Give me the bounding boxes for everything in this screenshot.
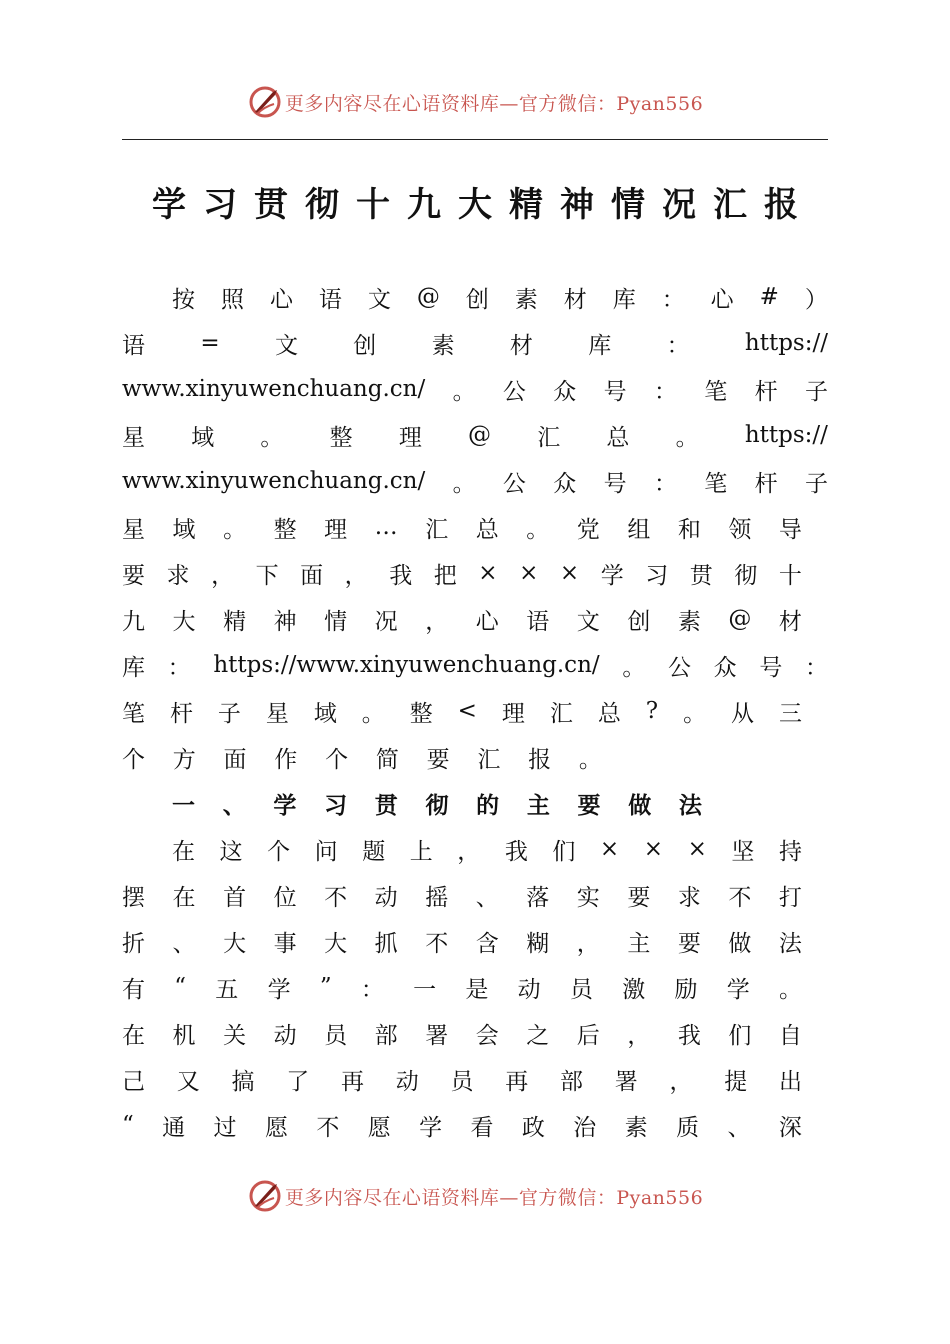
text-token: ? [645, 698, 659, 724]
text-token: https://www.xinyuwenchuang.cn/ [213, 652, 600, 678]
text-token: 神 [273, 608, 297, 635]
text-token: 部 [560, 1068, 583, 1095]
text-token: “ [174, 974, 187, 1000]
text-token: 学 [600, 562, 624, 589]
text-token: 汇 [537, 424, 561, 451]
text-token: 我 [389, 562, 413, 589]
text-token: 心 [475, 608, 499, 635]
text-token: × [599, 836, 620, 862]
text-token: 子 [804, 470, 828, 497]
text-token: 要 [577, 791, 601, 819]
text-token: 号 [759, 654, 783, 681]
text-token: 习 [203, 184, 237, 225]
text-token: 再 [341, 1068, 364, 1095]
text-token: 域 [172, 516, 196, 543]
text-token: ， [425, 608, 449, 635]
text-line [122, 970, 802, 1004]
text-token: < [457, 698, 477, 724]
text-token: 不 [425, 930, 449, 957]
text-token: 不 [324, 884, 348, 911]
text-token: 众 [713, 654, 737, 681]
text-token: 己 [122, 1068, 145, 1095]
text-token: 员 [450, 1068, 474, 1095]
text-token: 们 [728, 1022, 752, 1049]
text-token: @ [468, 422, 492, 448]
text-line [122, 924, 802, 958]
text-token: 况 [662, 184, 696, 225]
text-line [122, 464, 828, 498]
text-token: 公 [667, 654, 691, 681]
text-token: 况 [374, 608, 398, 635]
text-token: 创 [465, 286, 489, 313]
text-token: 九 [122, 608, 145, 635]
text-token: 笔 [704, 378, 728, 405]
text-token: 彻 [425, 791, 449, 819]
text-token: “ [122, 1112, 134, 1138]
text-token: 整 [409, 700, 433, 727]
text-token: 。 [452, 378, 476, 405]
text-token: 素 [514, 286, 538, 313]
text-token: 库 [122, 654, 145, 681]
text-line [122, 740, 602, 774]
text-token: 一 [413, 976, 437, 1003]
text-token: 要 [627, 884, 651, 911]
text-token: 理 [501, 700, 525, 727]
text-token: 关 [223, 1022, 247, 1049]
text-token: 报 [764, 184, 798, 225]
text-token: 按 [172, 286, 195, 313]
text-token: 语 [526, 608, 550, 635]
text-token: 杆 [754, 470, 778, 497]
text-token: 习 [324, 791, 348, 819]
text-token: 求 [677, 884, 701, 911]
text-token: 的 [476, 791, 500, 819]
text-token: 持 [778, 838, 802, 865]
text-token: 落 [526, 884, 550, 911]
text-token: 自 [778, 1022, 802, 1049]
text-token: 笔 [122, 700, 145, 727]
text-token: 神 [560, 184, 594, 225]
text-token: 们 [552, 838, 576, 865]
text-token: 理 [324, 516, 348, 543]
text-token: 首 [223, 884, 247, 911]
text-token: 要 [426, 746, 450, 773]
text-token: 总 [597, 700, 621, 727]
text-token: 情 [324, 608, 348, 635]
text-token: 过 [213, 1114, 237, 1141]
text-token: 。 [683, 700, 707, 727]
text-line [122, 372, 828, 406]
text-token: 、 [475, 884, 499, 911]
text-token: 方 [172, 746, 196, 773]
text-token: 上 [409, 838, 433, 865]
text-token: 大 [172, 608, 196, 635]
text-token: ” [319, 974, 332, 1000]
text-token: 不 [728, 884, 752, 911]
text-token: 不 [316, 1114, 340, 1141]
text-token: 作 [274, 746, 298, 773]
text-token: 大 [324, 930, 348, 957]
text-token: 众 [553, 378, 577, 405]
text-token: 组 [627, 516, 651, 543]
text-token: 再 [505, 1068, 529, 1095]
text-token: 精 [223, 608, 247, 635]
text-token: ， [669, 1068, 693, 1095]
text-token: 号 [603, 378, 627, 405]
text-token: 署 [614, 1068, 638, 1095]
text-token: 理 [398, 424, 422, 451]
text-token: 精 [509, 184, 543, 225]
text-token: 领 [728, 516, 752, 543]
text-token: 杆 [754, 378, 778, 405]
text-token: 机 [172, 1022, 196, 1049]
text-token: 题 [362, 838, 386, 865]
text-token: 做 [728, 930, 752, 957]
text-token: 简 [375, 746, 399, 773]
text-token: 党 [576, 516, 600, 543]
text-token: 有 [122, 976, 145, 1003]
text-token: 一 [172, 791, 195, 819]
section-heading [172, 786, 702, 820]
text-token: 。 [675, 424, 699, 451]
text-token: @ [728, 606, 752, 632]
text-token: 、 [727, 1114, 751, 1141]
text-token: 素 [431, 332, 455, 359]
text-token: 汇 [477, 746, 501, 773]
text-line [122, 326, 828, 360]
text-token: 子 [804, 378, 828, 405]
text-token: 九 [407, 184, 441, 225]
text-token: 部 [374, 1022, 398, 1049]
text-token: 了 [286, 1068, 310, 1095]
text-token: 提 [724, 1068, 748, 1095]
text-token: 学 [267, 976, 291, 1003]
text-token: 星 [265, 700, 289, 727]
text-token: 材 [778, 608, 802, 635]
text-token: 公 [502, 378, 526, 405]
text-token: 在 [172, 838, 195, 865]
text-token: 杆 [169, 700, 193, 727]
text-token: 域 [191, 424, 215, 451]
text-token: 汇 [425, 516, 449, 543]
footer-banner [0, 1176, 950, 1216]
text-token: ， [344, 562, 368, 589]
text-token: 域 [313, 700, 337, 727]
text-token: 星 [122, 516, 145, 543]
text-token: 学 [419, 1114, 443, 1141]
text-token: 打 [778, 884, 802, 911]
text-line [122, 510, 802, 544]
text-token: 、 [172, 930, 196, 957]
text-token: 事 [273, 930, 297, 957]
text-token: 大 [458, 184, 492, 225]
text-token: 报 [528, 746, 552, 773]
text-token: 号 [603, 470, 627, 497]
text-token: 主 [627, 930, 651, 957]
text-token: 在 [172, 884, 196, 911]
text-token: 位 [273, 884, 297, 911]
text-token: 导 [778, 516, 802, 543]
text-token: 摆 [122, 884, 145, 911]
text-token: 治 [573, 1114, 597, 1141]
text-token: 十 [778, 562, 802, 589]
text-token: × [559, 560, 580, 586]
text-token: 笔 [704, 470, 728, 497]
text-token: 又 [176, 1068, 200, 1095]
text-token: 、 [222, 791, 246, 819]
text-token: 把 [433, 562, 457, 589]
text-token: 贯 [374, 791, 398, 819]
text-token: 动 [395, 1068, 419, 1095]
text-token: 个 [325, 746, 349, 773]
text-token: 公 [502, 470, 526, 497]
text-token: 素 [624, 1114, 648, 1141]
text-token: 汇 [713, 184, 747, 225]
text-token: @ [416, 284, 440, 310]
text-token: 。 [452, 470, 476, 497]
text-token: 之 [526, 1022, 550, 1049]
text-token: × [687, 836, 707, 862]
text-token: 问 [314, 838, 338, 865]
text-token: 励 [674, 976, 698, 1003]
text-token: 众 [553, 470, 577, 497]
text-token: 这 [219, 838, 243, 865]
text-line [122, 1108, 802, 1142]
text-token: 材 [563, 286, 587, 313]
text-token: 库 [612, 286, 636, 313]
text-token: 主 [526, 791, 550, 819]
text-token: ， [211, 562, 235, 589]
text-token: 法 [778, 930, 802, 957]
text-token: ： [360, 976, 384, 1003]
text-token: 彻 [305, 184, 339, 225]
text-token: 贯 [689, 562, 713, 589]
text-token: 我 [504, 838, 528, 865]
text-token: 子 [217, 700, 241, 727]
text-token: 个 [267, 838, 291, 865]
text-token: 大 [223, 930, 247, 957]
text-token: 出 [779, 1068, 802, 1095]
text-token: 语 [122, 332, 145, 359]
text-token: 情 [611, 184, 645, 225]
text-token: 十 [356, 184, 390, 225]
text-token: 糊 [526, 930, 550, 957]
text-token: = [200, 330, 220, 356]
banner-text: 更多内容尽在心语资料库—官方微信：Pyan556 [284, 1186, 704, 1209]
text-token: 要 [677, 930, 701, 957]
text-token: 愿 [264, 1114, 288, 1141]
text-token: 搞 [231, 1068, 255, 1095]
text-token: 。 [622, 654, 646, 681]
text-token: ） [804, 286, 828, 313]
header-banner [0, 82, 950, 122]
text-token: 学 [726, 976, 750, 1003]
text-token: 会 [475, 1022, 499, 1049]
text-token: 员 [324, 1022, 348, 1049]
text-token: 星 [122, 424, 145, 451]
text-token: 。 [578, 746, 602, 773]
text-token: × [519, 560, 539, 586]
text-token: 彻 [734, 562, 758, 589]
text-token: 总 [606, 424, 630, 451]
text-token: 心 [269, 286, 293, 313]
text-token: ： [805, 654, 828, 681]
text-token: ： [653, 470, 677, 497]
text-token: 我 [677, 1022, 701, 1049]
text-token: 。 [361, 700, 385, 727]
text-token: www.xinyuwenchuang.cn/ [122, 468, 426, 494]
text-token: 贯 [254, 184, 288, 225]
text-token: 折 [122, 930, 145, 957]
text-token: … [374, 514, 398, 540]
text-token: 是 [465, 976, 489, 1003]
text-token: 和 [677, 516, 701, 543]
text-token: 动 [517, 976, 541, 1003]
text-token: ， [457, 838, 481, 865]
text-token: 要 [122, 562, 145, 589]
text-token: ： [661, 286, 685, 313]
text-line [122, 418, 828, 452]
text-token: 含 [475, 930, 499, 957]
text-token: 质 [676, 1114, 700, 1141]
text-token: 从 [731, 700, 755, 727]
text-token: 照 [220, 286, 244, 313]
text-line [122, 1016, 802, 1050]
text-token: 学 [273, 791, 297, 819]
text-token: 动 [374, 884, 398, 911]
text-token: https:// [744, 330, 828, 356]
text-token: 总 [475, 516, 499, 543]
text-token: 。 [526, 516, 550, 543]
text-token: 整 [329, 424, 353, 451]
banner-text: 更多内容尽在心语资料库—官方微信：Pyan556 [284, 92, 704, 115]
text-line [172, 832, 802, 866]
text-token: ， [627, 1022, 651, 1049]
text-line [122, 694, 802, 728]
page-title [122, 176, 828, 226]
text-token: 创 [627, 608, 651, 635]
text-token: 。 [260, 424, 284, 451]
text-token: ： [666, 332, 690, 359]
text-token: ， [576, 930, 600, 957]
quill-logo-icon [247, 84, 283, 120]
quill-logo-icon [247, 1178, 283, 1214]
text-token: https:// [744, 422, 828, 448]
text-token: 法 [678, 791, 702, 819]
text-token: 文 [367, 286, 391, 313]
text-token: 激 [622, 976, 646, 1003]
text-token: 员 [569, 976, 593, 1003]
text-token: 五 [215, 976, 239, 1003]
text-token: 库 [588, 332, 612, 359]
text-token: 做 [628, 791, 652, 819]
text-token: 通 [162, 1114, 186, 1141]
text-token: 后 [576, 1022, 600, 1049]
text-token: 摇 [425, 884, 449, 911]
text-token: 习 [645, 562, 669, 589]
text-token: 署 [425, 1022, 449, 1049]
text-token: × [478, 560, 498, 586]
text-token: www.xinyuwenchuang.cn/ [122, 376, 426, 402]
text-token: 面 [223, 746, 247, 773]
text-token: 素 [677, 608, 701, 635]
text-token: 看 [470, 1114, 494, 1141]
text-token: # [759, 284, 779, 310]
text-token: 坚 [731, 838, 755, 865]
header-divider [122, 139, 828, 140]
text-token: 语 [318, 286, 342, 313]
text-token: 动 [273, 1022, 297, 1049]
text-line [122, 556, 802, 590]
text-line [122, 878, 802, 912]
text-token: × [643, 836, 664, 862]
text-token: 求 [166, 562, 190, 589]
text-token: 三 [778, 700, 802, 727]
text-token: 个 [122, 746, 145, 773]
text-token: 创 [353, 332, 377, 359]
text-token: 深 [778, 1114, 802, 1141]
text-token: 文 [274, 332, 298, 359]
text-token: 愿 [367, 1114, 391, 1141]
text-token: 下 [255, 562, 279, 589]
text-token: ： [167, 654, 191, 681]
text-token: ： [653, 378, 677, 405]
text-token: 。 [223, 516, 247, 543]
text-line [122, 1062, 802, 1096]
text-token: 政 [521, 1114, 545, 1141]
text-token: 文 [576, 608, 600, 635]
text-token: 面 [300, 562, 324, 589]
text-token: 实 [576, 884, 600, 911]
text-token: 材 [509, 332, 533, 359]
text-token: 抓 [374, 930, 398, 957]
text-line [122, 602, 802, 636]
text-token: 学 [152, 184, 186, 225]
text-token: 。 [778, 976, 802, 1003]
text-line [122, 648, 828, 682]
text-token: 在 [122, 1022, 145, 1049]
text-token: 汇 [549, 700, 573, 727]
text-token: 心 [710, 286, 734, 313]
text-token: 整 [273, 516, 297, 543]
text-line [172, 280, 828, 314]
